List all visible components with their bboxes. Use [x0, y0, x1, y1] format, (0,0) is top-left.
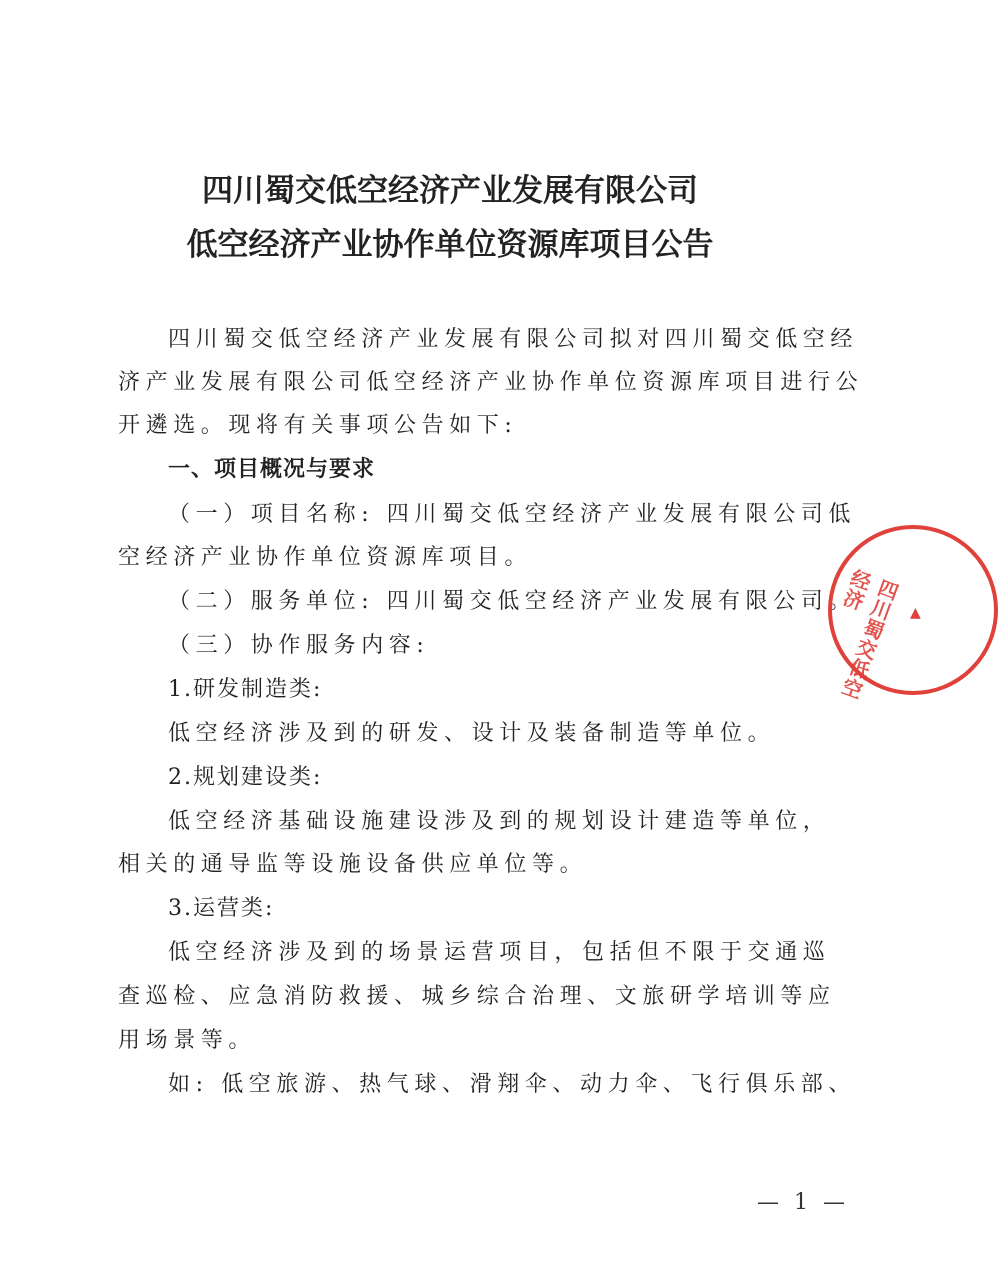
category-2-label: 2.规划建设类: [168, 765, 323, 790]
item-1-line-2: 空经济产业协作单位资源库项目。 [118, 545, 533, 570]
category-3-line-2: 查巡检、应急消防救援、城乡综合治理、文旅研学培训等应 [118, 984, 836, 1009]
category-2-line-1: 低空经济基础设施建设涉及到的规划设计建造等单位， [168, 809, 831, 834]
intro-line-1: 四川蜀交低空经济产业发展有限公司拟对四川蜀交低空经 [168, 327, 859, 352]
document-title-line-2: 低空经济产业协作单位资源库项目公告 [186, 227, 714, 263]
official-seal-stamp [828, 525, 998, 703]
section-heading-1: 一、项目概况与要求 [168, 457, 376, 482]
category-3-label: 3.运营类: [168, 896, 275, 921]
item-2: （二）服务单位: 四川蜀交低空经济产业发展有限公司。 [168, 589, 857, 614]
category-1-line-1: 低空经济涉及到的研发、设计及装备制造等单位。 [168, 721, 776, 746]
category-3-line-1: 低空经济涉及到的场景运营项目，包括但不限于交通巡 [168, 940, 831, 965]
category-2-line-2: 相关的通导监等设施设备供应单位等。 [118, 852, 588, 877]
intro-line-2: 济产业发展有限公司低空经济产业协作单位资源库项目进行公 [118, 370, 864, 395]
item-1-line-1: （一）项目名称: 四川蜀交低空经济产业发展有限公司低 [168, 502, 857, 527]
category-1-label: 1.研发制造类: [168, 677, 323, 702]
item-3: （三）协作服务内容: [168, 633, 430, 658]
document-title-line-1: 四川蜀交低空经济产业发展有限公司 [202, 173, 698, 209]
stamp-text: 四川蜀交低空经济 [836, 565, 902, 703]
intro-line-3: 开遴选。现将有关事项公告如下: [118, 413, 518, 438]
category-3-line-3: 用场景等。 [118, 1028, 257, 1053]
page-number: — 1 — [757, 1190, 849, 1215]
stamp-star-icon: ▲ [910, 605, 921, 621]
example-line: 如: 低空旅游、热气球、滑翔伞、动力伞、飞行俱乐部、 [168, 1072, 857, 1097]
